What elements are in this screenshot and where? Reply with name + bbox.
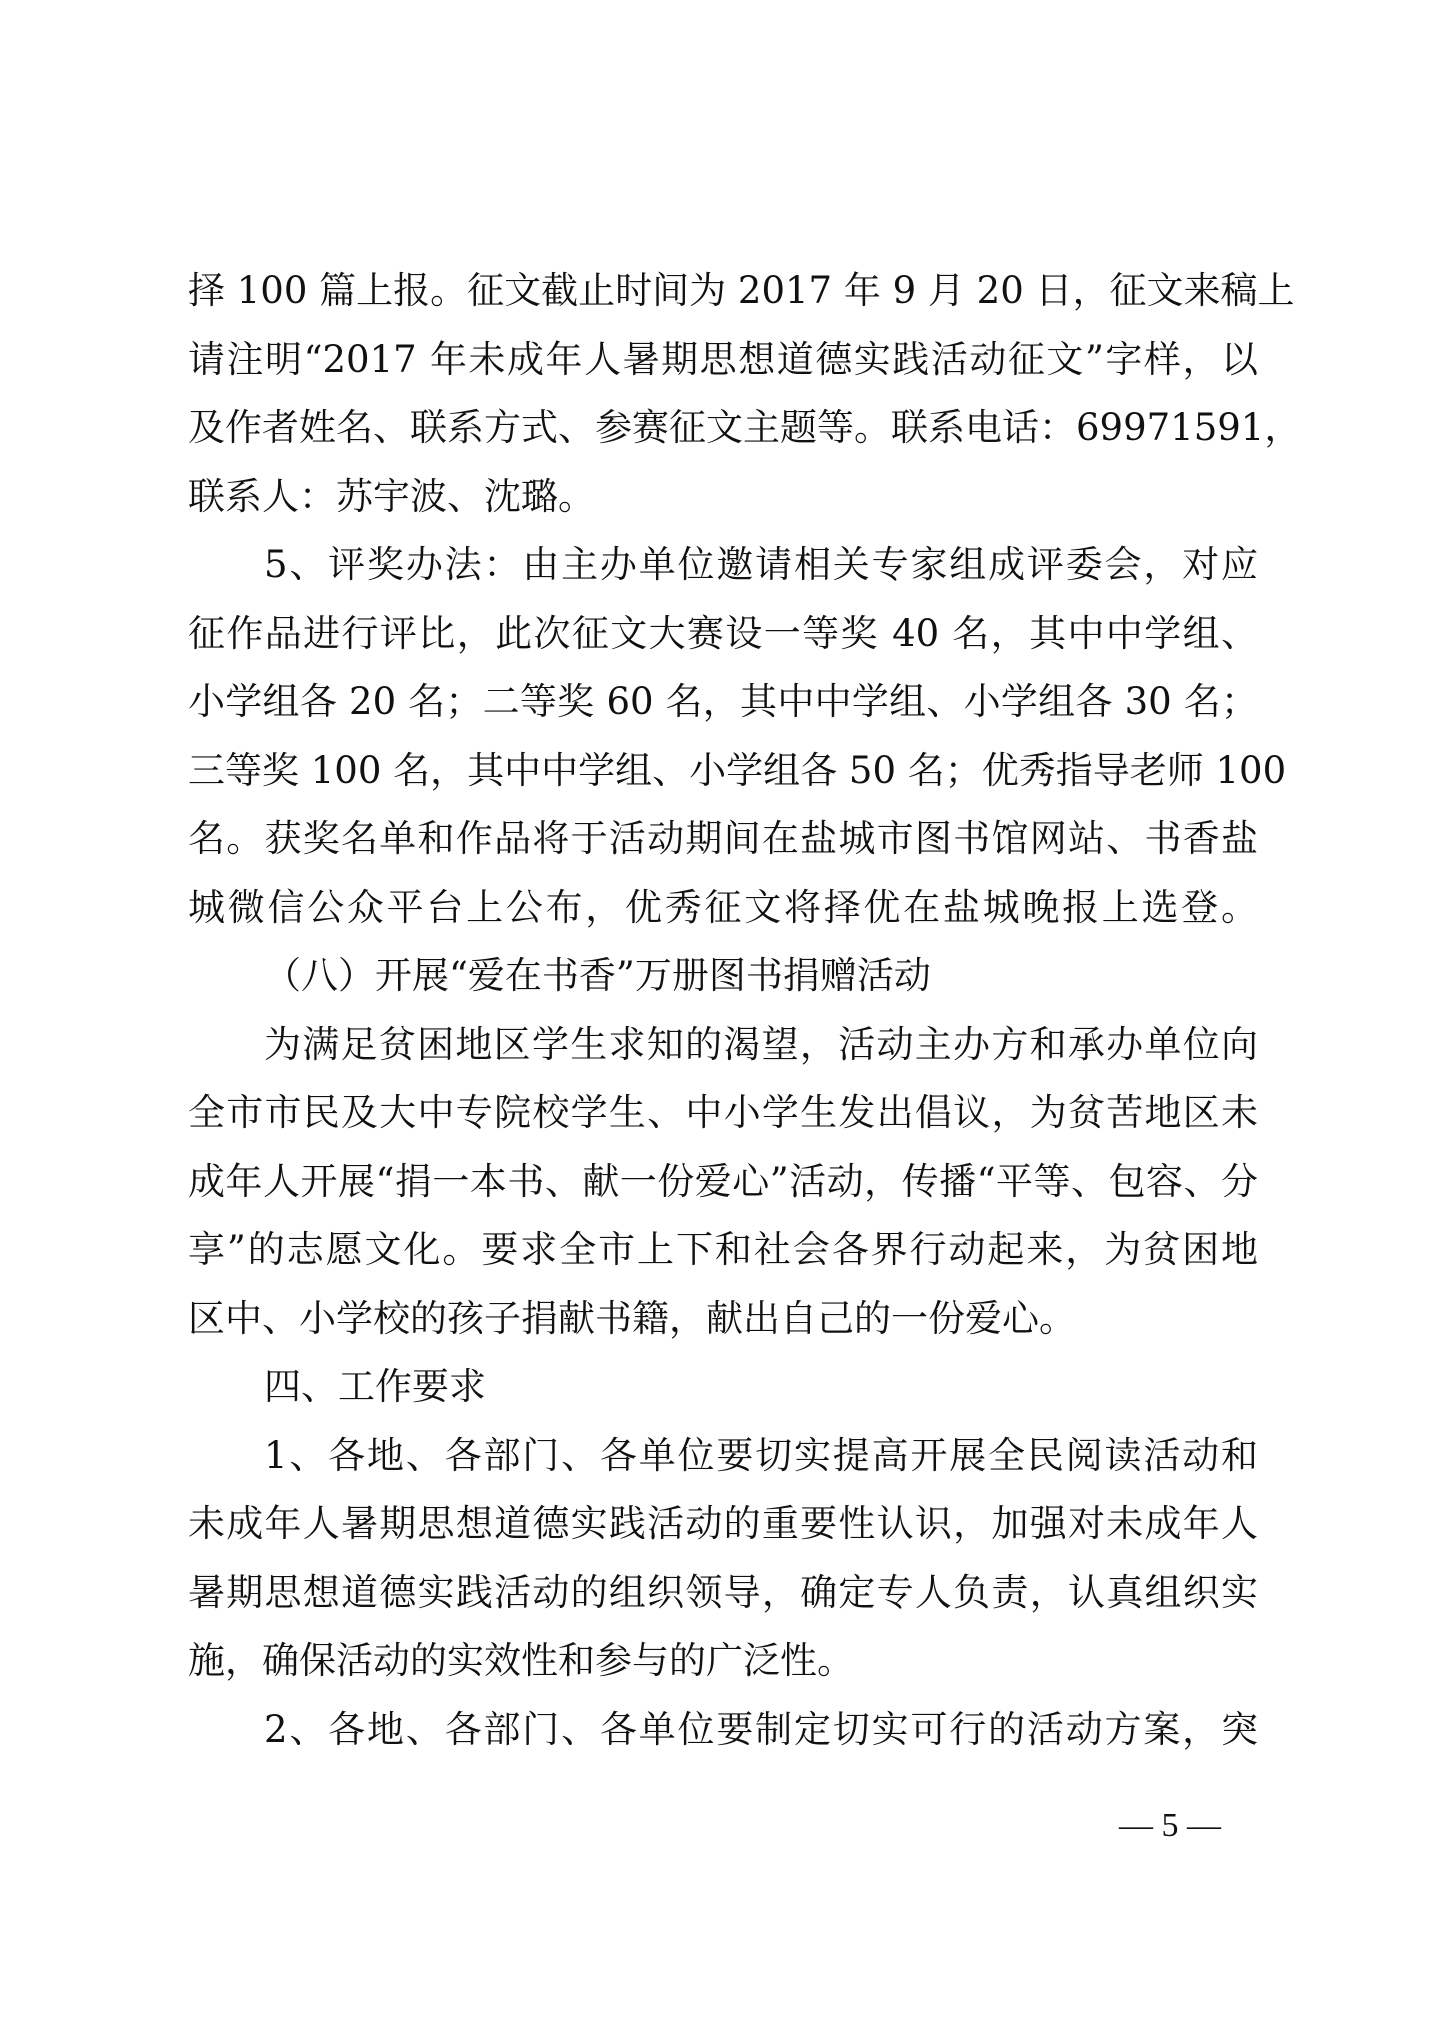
paragraph-line: 施，确保活动的实效性和参与的广泛性。 [188, 1639, 854, 1682]
paragraph-line: 请注明“2017 年未成年人暑期思想道德实践活动征文”字样，以 [188, 337, 1258, 381]
paragraph-line: 2、各地、各部门、各单位要制定切实可行的活动方案，突 [264, 1707, 1258, 1751]
section-heading: （八）开展“爱在书香”万册图书捐赠活动 [264, 954, 931, 997]
paragraph-line: 暑期思想道德实践活动的组织领导，确定专人负责，认真组织实 [188, 1570, 1258, 1614]
paragraph-line: 全市市民及大中专院校学生、中小学生发出倡议，为贫苦地区未 [188, 1091, 1258, 1134]
paragraph-line: 择 100 篇上报。征文截止时间为 2017 年 9 月 20 日，征文来稿上 [188, 269, 1295, 312]
paragraph-line: 联系人：苏宇波、沈璐。 [188, 474, 595, 518]
paragraph-line: 小学组各 20 名；二等奖 60 名，其中中学组、小学组各 30 名； [188, 680, 1258, 723]
paragraph-line: 未成年人暑期思想道德实践活动的重要性认识，加强对未成年人 [188, 1502, 1258, 1545]
document-body [188, 257, 1302, 1764]
paragraph-line: 三等奖 100 名，其中中学组、小学组各 50 名；优秀指导老师 100 [188, 748, 1287, 792]
paragraph-line: 及作者姓名、联系方式、参赛征文主题等。联系电话：69971591， [188, 406, 1302, 449]
paragraph-line: 成年人开展“捐一本书、献一份爱心”活动，传播“平等、包容、分 [188, 1159, 1258, 1203]
paragraph-line: 1、各地、各部门、各单位要切实提高开展全民阅读活动和 [264, 1433, 1258, 1477]
paragraph-line: 名。获奖名单和作品将于活动期间在盐城市图书馆网站、书香盐 [188, 817, 1258, 860]
paragraph-line: 城微信公众平台上公布，优秀征文将择优在盐城晚报上选登。 [188, 885, 1258, 929]
paragraph-line: 5、评奖办法：由主办单位邀请相关专家组成评委会，对应 [264, 543, 1258, 586]
paragraph-line: 为满足贫困地区学生求知的渴望，活动主办方和承办单位向 [264, 1022, 1258, 1066]
page-number: — 5 — [1119, 1807, 1221, 1844]
paragraph-line: 享”的志愿文化。要求全市上下和社会各界行动起来，为贫困地 [188, 1228, 1258, 1271]
section-heading: 四、工作要求 [264, 1365, 486, 1408]
paragraph-line: 征作品进行评比，此次征文大赛设一等奖 40 名，其中中学组、 [188, 611, 1258, 655]
paragraph-line: 区中、小学校的孩子捐献书籍，献出自己的一份爱心。 [188, 1296, 1076, 1340]
